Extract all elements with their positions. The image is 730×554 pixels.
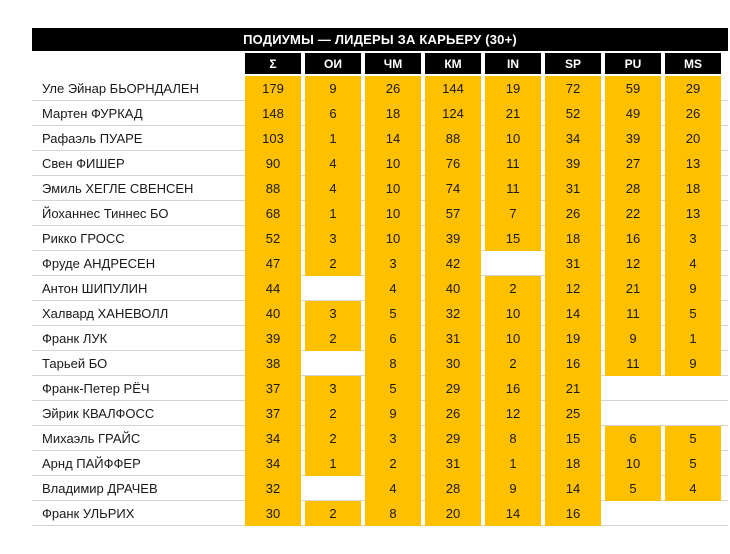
column-header-total: Σ [245, 53, 301, 74]
cell-in: 11 [485, 151, 541, 176]
athlete-name: Эйрик КВАЛФОСС [42, 406, 155, 421]
cell-in: 15 [485, 226, 541, 251]
cell-pu: 9 [605, 326, 661, 351]
table-row [32, 451, 728, 476]
athlete-name: Франк УЛЬРИХ [42, 506, 135, 521]
table-header [32, 51, 728, 76]
table-row [32, 326, 728, 351]
cell-in: 10 [485, 326, 541, 351]
cell-sp: 31 [545, 176, 601, 201]
cell-sp: 14 [545, 301, 601, 326]
cell-oi: 1 [305, 451, 361, 476]
cell-oi [305, 276, 361, 301]
cell-oi: 3 [305, 376, 361, 401]
column-header-pu: PU [605, 53, 661, 74]
cell-ms: 1 [665, 326, 721, 351]
table-row [32, 351, 728, 376]
athlete-name: Халвард ХАНЕВОЛЛ [42, 306, 169, 321]
cell-in: 14 [485, 501, 541, 526]
cell-pu: 28 [605, 176, 661, 201]
cell-chm: 4 [365, 276, 421, 301]
cell-chm: 6 [365, 326, 421, 351]
cell-ms: 9 [665, 351, 721, 376]
cell-oi: 2 [305, 426, 361, 451]
table-body [32, 76, 728, 526]
cell-chm: 5 [365, 376, 421, 401]
cell-ms [665, 376, 721, 401]
table-row [32, 426, 728, 451]
cell-ms: 4 [665, 251, 721, 276]
cell-total: 148 [245, 101, 301, 126]
cell-pu: 10 [605, 451, 661, 476]
cell-total: 90 [245, 151, 301, 176]
cell-chm: 18 [365, 101, 421, 126]
cell-km: 124 [425, 101, 481, 126]
cell-oi: 3 [305, 301, 361, 326]
athlete-name: Уле Эйнар БЬОРНДАЛЕН [42, 81, 199, 96]
cell-in: 19 [485, 76, 541, 101]
cell-km: 26 [425, 401, 481, 426]
cell-oi [305, 351, 361, 376]
athlete-name: Фруде АНДРЕСЕН [42, 256, 156, 271]
athlete-name: Тарьей БО [42, 356, 108, 371]
column-header-oi: ОИ [305, 53, 361, 74]
table-row [32, 201, 728, 226]
cell-ms [665, 401, 721, 426]
cell-km: 31 [425, 326, 481, 351]
table-row [32, 151, 728, 176]
cell-ms: 5 [665, 426, 721, 451]
cell-chm: 3 [365, 426, 421, 451]
cell-km: 88 [425, 126, 481, 151]
cell-total: 34 [245, 426, 301, 451]
cell-km: 20 [425, 501, 481, 526]
cell-pu: 59 [605, 76, 661, 101]
athlete-name: Рикко ГРОСС [42, 231, 125, 246]
cell-pu: 39 [605, 126, 661, 151]
cell-sp: 16 [545, 501, 601, 526]
cell-km: 31 [425, 451, 481, 476]
cell-total: 52 [245, 226, 301, 251]
cell-oi: 9 [305, 76, 361, 101]
cell-ms: 18 [665, 176, 721, 201]
column-header-chm: ЧМ [365, 53, 421, 74]
cell-pu [605, 401, 661, 426]
cell-total: 32 [245, 476, 301, 501]
table-row [32, 226, 728, 251]
cell-pu: 16 [605, 226, 661, 251]
cell-km: 28 [425, 476, 481, 501]
cell-in: 2 [485, 351, 541, 376]
cell-km: 30 [425, 351, 481, 376]
cell-in: 11 [485, 176, 541, 201]
table-row [32, 401, 728, 426]
cell-oi: 3 [305, 226, 361, 251]
cell-ms: 20 [665, 126, 721, 151]
cell-sp: 16 [545, 351, 601, 376]
cell-km: 39 [425, 226, 481, 251]
cell-sp: 19 [545, 326, 601, 351]
cell-pu: 11 [605, 351, 661, 376]
cell-pu: 5 [605, 476, 661, 501]
table-row [32, 251, 728, 276]
cell-sp: 12 [545, 276, 601, 301]
cell-total: 103 [245, 126, 301, 151]
table-row [32, 76, 728, 101]
cell-km: 144 [425, 76, 481, 101]
cell-oi: 4 [305, 176, 361, 201]
athlete-name: Йоханнес Тиннес БО [42, 206, 169, 221]
cell-oi: 2 [305, 401, 361, 426]
cell-chm: 4 [365, 476, 421, 501]
cell-total: 88 [245, 176, 301, 201]
cell-sp: 18 [545, 451, 601, 476]
cell-total: 34 [245, 451, 301, 476]
column-header-km: КМ [425, 53, 481, 74]
cell-ms: 26 [665, 101, 721, 126]
cell-in: 7 [485, 201, 541, 226]
cell-pu [605, 376, 661, 401]
cell-sp: 14 [545, 476, 601, 501]
cell-chm: 10 [365, 226, 421, 251]
cell-pu: 21 [605, 276, 661, 301]
cell-chm: 10 [365, 176, 421, 201]
table-row [32, 301, 728, 326]
cell-ms: 29 [665, 76, 721, 101]
cell-km: 32 [425, 301, 481, 326]
cell-sp: 21 [545, 376, 601, 401]
cell-in: 2 [485, 276, 541, 301]
cell-oi: 1 [305, 126, 361, 151]
athlete-name: Эмиль ХЕГЛЕ СВЕНСЕН [42, 181, 194, 196]
table-row [32, 501, 728, 526]
athlete-name: Антон ШИПУЛИН [42, 281, 148, 296]
cell-total: 38 [245, 351, 301, 376]
cell-km: 29 [425, 426, 481, 451]
athlete-name: Владимир ДРАЧЕВ [42, 481, 158, 496]
cell-pu: 49 [605, 101, 661, 126]
column-header-sp: SP [545, 53, 601, 74]
cell-in: 10 [485, 126, 541, 151]
cell-total: 39 [245, 326, 301, 351]
cell-sp: 31 [545, 251, 601, 276]
cell-in: 8 [485, 426, 541, 451]
cell-sp: 18 [545, 226, 601, 251]
cell-pu: 11 [605, 301, 661, 326]
cell-sp: 25 [545, 401, 601, 426]
athlete-name: Свен ФИШЕР [42, 156, 125, 171]
cell-pu: 6 [605, 426, 661, 451]
cell-sp: 34 [545, 126, 601, 151]
cell-ms: 13 [665, 151, 721, 176]
cell-pu: 12 [605, 251, 661, 276]
cell-ms: 4 [665, 476, 721, 501]
table-row [32, 126, 728, 151]
cell-km: 29 [425, 376, 481, 401]
cell-km: 76 [425, 151, 481, 176]
cell-total: 30 [245, 501, 301, 526]
athlete-name: Арнд ПАЙФФЕР [42, 456, 141, 471]
cell-oi [305, 476, 361, 501]
cell-chm: 9 [365, 401, 421, 426]
cell-in: 10 [485, 301, 541, 326]
athlete-name: Франк ЛУК [42, 331, 108, 346]
cell-km: 74 [425, 176, 481, 201]
cell-chm: 8 [365, 351, 421, 376]
cell-pu [605, 501, 661, 526]
cell-total: 44 [245, 276, 301, 301]
cell-total: 179 [245, 76, 301, 101]
cell-total: 37 [245, 376, 301, 401]
cell-km: 57 [425, 201, 481, 226]
cell-oi: 4 [305, 151, 361, 176]
cell-chm: 14 [365, 126, 421, 151]
column-header-in: IN [485, 53, 541, 74]
cell-pu: 22 [605, 201, 661, 226]
cell-oi: 2 [305, 326, 361, 351]
cell-in: 1 [485, 451, 541, 476]
cell-ms: 5 [665, 301, 721, 326]
cell-oi: 2 [305, 251, 361, 276]
cell-sp: 52 [545, 101, 601, 126]
cell-sp: 26 [545, 201, 601, 226]
table-row [32, 101, 728, 126]
cell-sp: 39 [545, 151, 601, 176]
table-row [32, 276, 728, 301]
cell-oi: 6 [305, 101, 361, 126]
cell-km: 42 [425, 251, 481, 276]
cell-chm: 5 [365, 301, 421, 326]
cell-in: 12 [485, 401, 541, 426]
table-row [32, 376, 728, 401]
cell-ms: 13 [665, 201, 721, 226]
cell-chm: 3 [365, 251, 421, 276]
cell-km: 40 [425, 276, 481, 301]
athlete-name: Франк-Петер РЁЧ [42, 381, 150, 396]
cell-sp: 72 [545, 76, 601, 101]
cell-chm: 26 [365, 76, 421, 101]
column-header-ms: MS [665, 53, 721, 74]
cell-ms [665, 501, 721, 526]
cell-total: 68 [245, 201, 301, 226]
cell-ms: 9 [665, 276, 721, 301]
athlete-name: Михаэль ГРАЙС [42, 431, 141, 446]
cell-chm: 2 [365, 451, 421, 476]
athlete-name: Мартен ФУРКАД [42, 106, 143, 121]
table-row [32, 476, 728, 501]
table-row [32, 176, 728, 201]
cell-in: 16 [485, 376, 541, 401]
cell-in: 21 [485, 101, 541, 126]
cell-chm: 8 [365, 501, 421, 526]
cell-chm: 10 [365, 201, 421, 226]
cell-sp: 15 [545, 426, 601, 451]
cell-in: 9 [485, 476, 541, 501]
cell-chm: 10 [365, 151, 421, 176]
cell-oi: 1 [305, 201, 361, 226]
cell-ms: 5 [665, 451, 721, 476]
cell-in [485, 251, 541, 276]
cell-ms: 3 [665, 226, 721, 251]
table-title: ПОДИУМЫ — ЛИДЕРЫ ЗА КАРЬЕРУ (30+) [32, 28, 728, 51]
cell-total: 37 [245, 401, 301, 426]
cell-oi: 2 [305, 501, 361, 526]
cell-total: 40 [245, 301, 301, 326]
cell-total: 47 [245, 251, 301, 276]
athlete-name: Рафаэль ПУАРЕ [42, 131, 143, 146]
cell-pu: 27 [605, 151, 661, 176]
